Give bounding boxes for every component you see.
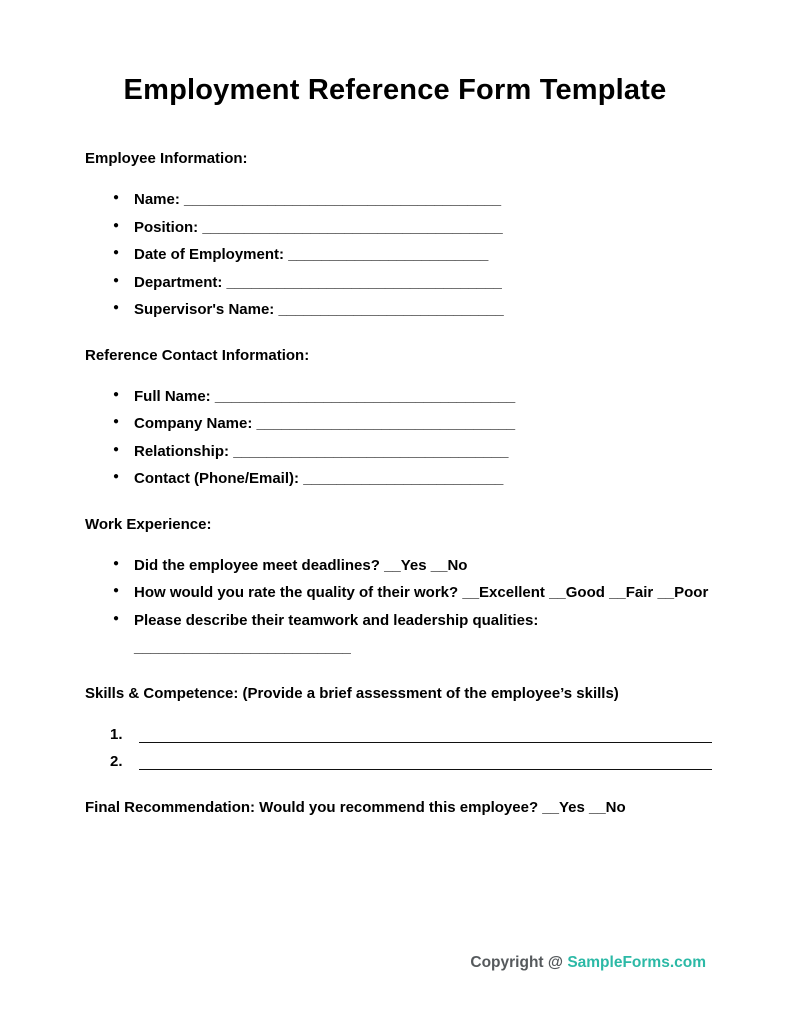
list-item (113, 607, 712, 662)
bullet-icon: ● (113, 192, 120, 203)
answer-line (139, 748, 712, 770)
list-item (113, 186, 712, 214)
list-item (113, 410, 712, 438)
section-heading-employee-information: Employee Information: (85, 150, 248, 167)
item-number: 2. (110, 753, 123, 770)
answer-line (139, 721, 712, 743)
employee-information-list (85, 186, 712, 324)
field-label: Company Name: (134, 415, 253, 432)
blank-line: ___________________________ (278, 301, 504, 318)
list-item (110, 721, 712, 749)
field-label: Department: (134, 273, 223, 291)
field-label: Relationship: (134, 442, 230, 460)
bullet-icon: ● (113, 585, 120, 596)
blank-line: _________________________________ (233, 442, 509, 460)
page-title: Employment Reference Form Template (123, 74, 667, 106)
field-label: Full Name: (134, 387, 211, 405)
bullet-icon: ● (113, 443, 120, 455)
list-item (113, 438, 712, 466)
bullet-icon: ● (113, 274, 120, 286)
list-item (113, 269, 712, 297)
field-label: Contact (Phone/Email): (134, 470, 300, 487)
bullet-icon: ● (113, 557, 120, 569)
blank-line: ______________________________________ (184, 191, 502, 208)
question-text: Please describe their teamwork and leadership qualities: __________________________ (134, 611, 539, 656)
bullet-icon: ● (113, 219, 120, 231)
list-item (113, 552, 712, 580)
bullet-icon: ● (113, 416, 120, 427)
blank-line: ________________________ (303, 470, 504, 487)
section-heading-skills-competence: Skills & Competence: (Provide a brief assessment of the employee’s skills) (85, 684, 619, 702)
list-item (113, 214, 712, 242)
bullet-icon: ● (113, 302, 120, 313)
blank-line: _________________________________ (226, 273, 502, 291)
question-text: How would you rate the quality of their work? __Excellent __Good __Fair __Poor (134, 584, 709, 601)
section-heading-reference-contact: Reference Contact Information: (85, 346, 310, 364)
field-label: Supervisor's Name: (134, 301, 275, 318)
reference-contact-list (85, 383, 712, 493)
bullet-icon: ● (113, 247, 120, 258)
section-heading-work-experience: Work Experience: (85, 515, 212, 533)
field-label: Position: (134, 218, 199, 236)
list-item (110, 748, 712, 776)
footer-copyright-text: Copyright @ (470, 954, 563, 971)
skills-list (85, 721, 712, 776)
blank-line: ________________________ (288, 246, 489, 263)
bullet-icon: ● (113, 612, 120, 624)
bullet-icon: ● (113, 388, 120, 400)
footer (470, 954, 706, 972)
final-recommendation-text: Final Recommendation: Would you recommend this employee? __Yes __No (85, 798, 626, 816)
blank-line: _______________________________ (256, 415, 516, 432)
footer-brand-link[interactable]: SampleForms.com (567, 954, 706, 971)
blank-line: ____________________________________ (202, 218, 503, 236)
list-item (113, 465, 712, 493)
blank-line: ____________________________________ (214, 387, 516, 405)
bullet-icon: ● (113, 471, 120, 482)
work-experience-list (85, 552, 712, 662)
list-item (113, 383, 712, 411)
field-label: Date of Employment: (134, 246, 285, 263)
list-item (113, 579, 712, 607)
item-number: 1. (110, 725, 123, 743)
document-body (0, 149, 790, 818)
list-item (113, 296, 712, 324)
question-text: Did the employee meet deadlines? __Yes __No (134, 556, 468, 574)
list-item (113, 241, 712, 269)
field-label: Name: (134, 191, 180, 208)
